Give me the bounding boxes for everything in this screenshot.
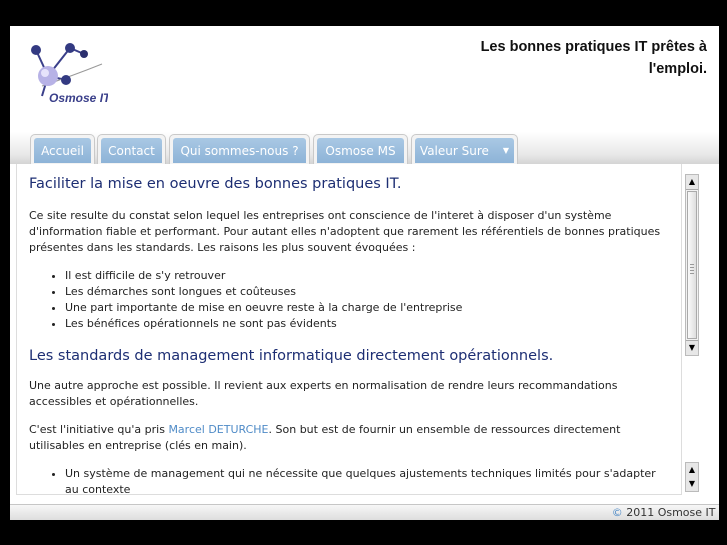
tab-label: Contact <box>108 143 155 158</box>
tab-contact[interactable] <box>97 134 166 164</box>
tab-valeur-sure[interactable] <box>411 134 518 164</box>
osmose-logo[interactable] <box>22 36 108 108</box>
initiative-paragraph <box>29 422 669 454</box>
intro-heading: Faciliter la mise en oeuvre des bonnes pratiques IT. <box>29 176 402 192</box>
scroll-down-icon[interactable]: ▼ <box>686 477 698 491</box>
scroll-down-icon[interactable]: ▼ <box>686 340 698 355</box>
logo-text: Osmose IT <box>49 91 108 105</box>
tab-accueil[interactable] <box>30 134 95 164</box>
tab-osmose-ms[interactable] <box>313 134 408 164</box>
secondary-scroll-controls[interactable] <box>685 462 699 492</box>
list-item: • Une part importante de mise en oeuvre reste à la charge de l'entreprise <box>65 300 669 316</box>
author-link[interactable]: Marcel DETURCHE <box>168 423 269 436</box>
main-content <box>16 164 682 495</box>
scroll-up-icon[interactable]: ▲ <box>686 463 698 478</box>
list-item: • Les démarches sont longues et coûteuses <box>65 284 669 300</box>
approach-paragraph: Une autre approche est possible. Il revient aux experts en normalisation de rendre leurs recommandations accessibles et opérationnelles. <box>29 379 618 408</box>
initiative-text-end: . Son but est de fournir un ensemble de ressources directement utilisables en entreprise (clés en main). <box>29 423 621 452</box>
tab-label: Valeur Sure <box>419 143 489 158</box>
list-item: • Les bénéfices opérationnels ne sont pas évidents <box>65 316 669 332</box>
copyright-text: 2011 Osmose IT <box>622 506 716 519</box>
tab-qui-sommes-nous[interactable] <box>169 134 310 164</box>
features-list <box>29 466 669 495</box>
copyright-icon: © <box>611 506 623 519</box>
reasons-list <box>29 268 669 332</box>
tab-label: Osmose MS <box>325 143 396 158</box>
content-scrollbar[interactable] <box>685 174 699 356</box>
dropdown-arrow-icon: ▼ <box>502 146 510 155</box>
scrollbar-thumb[interactable] <box>687 191 697 339</box>
scroll-up-icon[interactable]: ▲ <box>686 175 698 190</box>
molecule-icon <box>22 36 108 108</box>
standards-heading: Les standards de management informatique directement opérationnels. <box>29 348 554 364</box>
site-tagline: Les bonnes pratiques IT prêtes à l'emploi. <box>480 39 707 77</box>
page-frame <box>10 26 719 520</box>
initiative-text: C'est l'initiative qu'a pris <box>29 423 169 436</box>
tab-label: Accueil <box>41 143 84 158</box>
tab-label: Qui sommes-nous ? <box>180 143 299 158</box>
intro-paragraph: Ce site resulte du constat selon lequel les entreprises ont conscience de l'interet à disposer d'un système d'information fiable et performant. Pour autant elles n'adoptent que rarement les référentiels de bonnes pratiques présentes dans les standards. Les raisons les plus souvent évoquées : <box>29 209 661 254</box>
page-footer <box>10 504 719 520</box>
list-item: • Il est difficile de s'y retrouver <box>65 268 669 284</box>
list-item: • Un système de management qui ne nécessite que quelques ajustements techniques limités pour s'adapter au contexte <box>65 466 669 495</box>
